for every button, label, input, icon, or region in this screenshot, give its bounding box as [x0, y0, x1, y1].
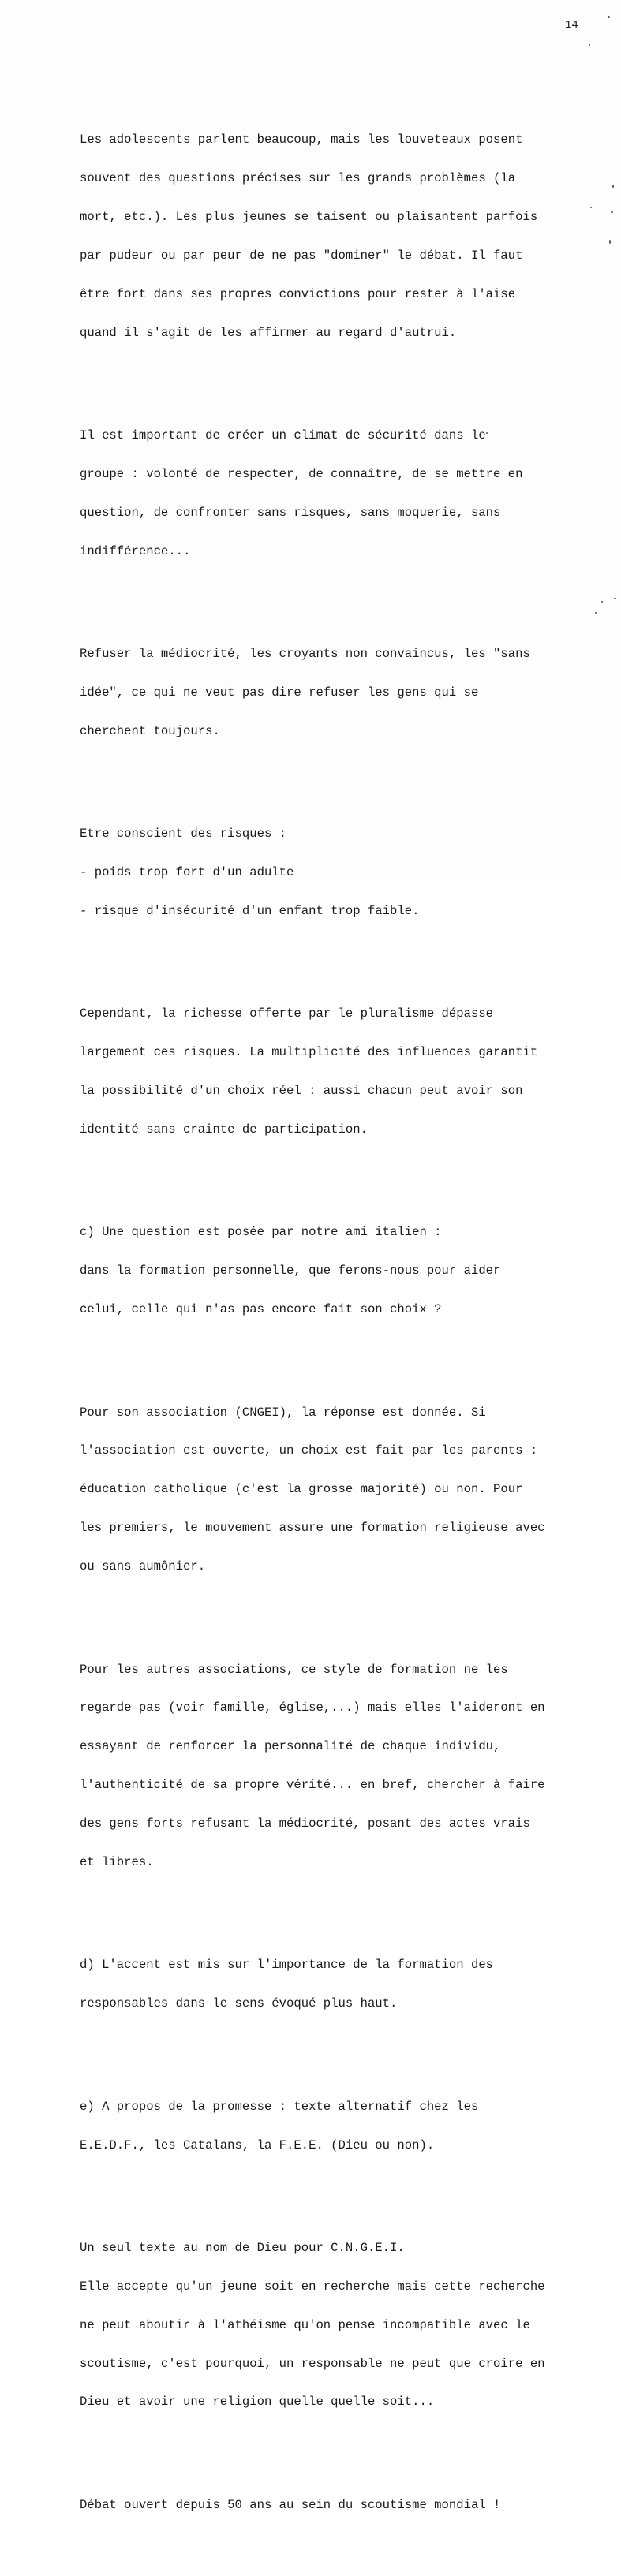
- text-line: identité sans crainte de participation.: [80, 1122, 368, 1137]
- text-line: quand il s'agit de les affirmer au regard d'autrui.: [80, 325, 457, 340]
- text-line: Elle accepte qu'un jeune soit en recherche mais cette recherche: [80, 2279, 545, 2294]
- text-line: l'association est ouverte, un choix est fait par les parents :: [80, 1443, 538, 1458]
- text-line: scoutisme, c'est pourquoi, un responsable ne peut que croire en: [80, 2356, 545, 2371]
- text-line: Dieu et avoir une religion quelle quelle soit...: [80, 2395, 435, 2410]
- scan-speck: [595, 612, 597, 614]
- text-line: responsables dans le sens évoqué plus haut.: [80, 1996, 398, 2011]
- text-line: Refuser la médiocrité, les croyants non convaincus, les "sans: [80, 647, 530, 662]
- scan-speck: [614, 598, 616, 599]
- text-line: indifférence...: [80, 543, 191, 558]
- paragraph-12: [80, 2473, 585, 2537]
- text-line: Débat ouvert depuis 50 ans au sein du scoutisme mondial !: [80, 2497, 501, 2512]
- text-line: éducation catholique (c'est la grosse majorité) ou non. Pour: [80, 1482, 523, 1497]
- scan-speck: [611, 211, 613, 213]
- scan-speck: [612, 185, 614, 188]
- paragraph-6: [80, 1200, 585, 1342]
- scan-speck: [609, 240, 611, 244]
- text-line: ne peut aboutir à l'athéisme qu'on pense incompatible avec le: [80, 2317, 530, 2332]
- text-line: Les adolescents parlent beaucoup, mais les louveteaux posent: [80, 133, 523, 147]
- text-line: l'authenticité de sa propre vérité... en bref, chercher à faire: [80, 1778, 545, 1793]
- text-line: E.E.D.F., les Catalans, la F.E.E. (Dieu ou non).: [80, 2137, 435, 2152]
- scan-speck: [601, 601, 603, 603]
- text-line: cherchent toujours.: [80, 723, 220, 738]
- scan-speck: [608, 16, 610, 18]
- text-line: mort, etc.). Les plus jeunes se taisent ou plaisantent parfois: [80, 209, 538, 224]
- page-number: 14: [565, 19, 578, 32]
- scan-speck: [486, 432, 488, 434]
- text-line: par pudeur ou par peur de ne pas "dominer" le débat. Il faut: [80, 248, 523, 263]
- paragraph-4: [80, 802, 585, 943]
- text-line: Etre conscient des risques :: [80, 827, 287, 842]
- text-line: Pour son association (CNGEI), la réponse est donnée. Si: [80, 1405, 486, 1420]
- text-line: Pour les autres associations, ce style de formation ne les: [80, 1662, 508, 1677]
- text-line: essayant de renforcer la personnalité de chaque individu,: [80, 1739, 501, 1754]
- text-line: être fort dans ses propres convictions pour rester à l'aise: [80, 286, 516, 301]
- scan-speck: [590, 207, 592, 208]
- text-line: e) A propos de la promesse : texte alternatif chez les: [80, 2099, 479, 2114]
- text-line: regarde pas (voir famille, église,...) mais elles l'aideront en: [80, 1701, 545, 1715]
- text-line: Il est important de créer un climat de sécurité dans le: [80, 428, 486, 443]
- paragraph-2: [80, 403, 585, 583]
- text-line: et libres.: [80, 1854, 154, 1869]
- paragraph-8: [80, 1637, 585, 1895]
- text-line: groupe : volonté de respecter, de connaître, de se mettre en: [80, 466, 523, 481]
- list-item: - risque d'insécurité d'un enfant trop faible.: [80, 904, 420, 918]
- text-line: d) L'accent est mis sur l'importance de la formation des: [80, 1958, 494, 1973]
- list-item: - poids trop fort d'un adulte: [80, 865, 294, 880]
- text-line: des gens forts refusant la médiocrité, posant des actes vrais: [80, 1816, 530, 1831]
- scan-speck: [589, 44, 590, 46]
- text-line: celui, celle qui n'as pas encore fait son choix ?: [80, 1302, 442, 1317]
- paragraph-9: [80, 1933, 585, 2036]
- body-text: [80, 82, 585, 2576]
- text-line: idée", ce qui ne veut pas dire refuser les gens qui se: [80, 685, 479, 700]
- text-line: ou sans aumônier.: [80, 1559, 206, 1574]
- paragraph-3: [80, 622, 585, 763]
- text-line: question, de confronter sans risques, sans moquerie, sans: [80, 505, 501, 520]
- text-line: les premiers, le mouvement assure une formation religieuse avec: [80, 1521, 545, 1536]
- text-line: la possibilité d'un choix réel : aussi chacun peut avoir son: [80, 1084, 523, 1099]
- text-line: Cependant, la richesse offerte par le pluralisme dépasse: [80, 1006, 494, 1021]
- text-line: Un seul texte au nom de Dieu pour C.N.G.E.I.: [80, 2240, 405, 2255]
- paragraph-7: [80, 1380, 585, 1599]
- paragraph-1: [80, 108, 585, 365]
- text-line: souvent des questions précises sur les grands problèmes (la: [80, 171, 516, 186]
- paragraph-10: [80, 2074, 585, 2177]
- text-line: largement ces risques. La multiplicité des influences garantit: [80, 1045, 538, 1060]
- text-line: dans la formation personnelle, que ferons-nous pour aider: [80, 1264, 501, 1279]
- text-line: c) Une question est posée par notre ami italien :: [80, 1225, 442, 1240]
- paragraph-5: [80, 982, 585, 1162]
- paragraph-11: [80, 2216, 585, 2434]
